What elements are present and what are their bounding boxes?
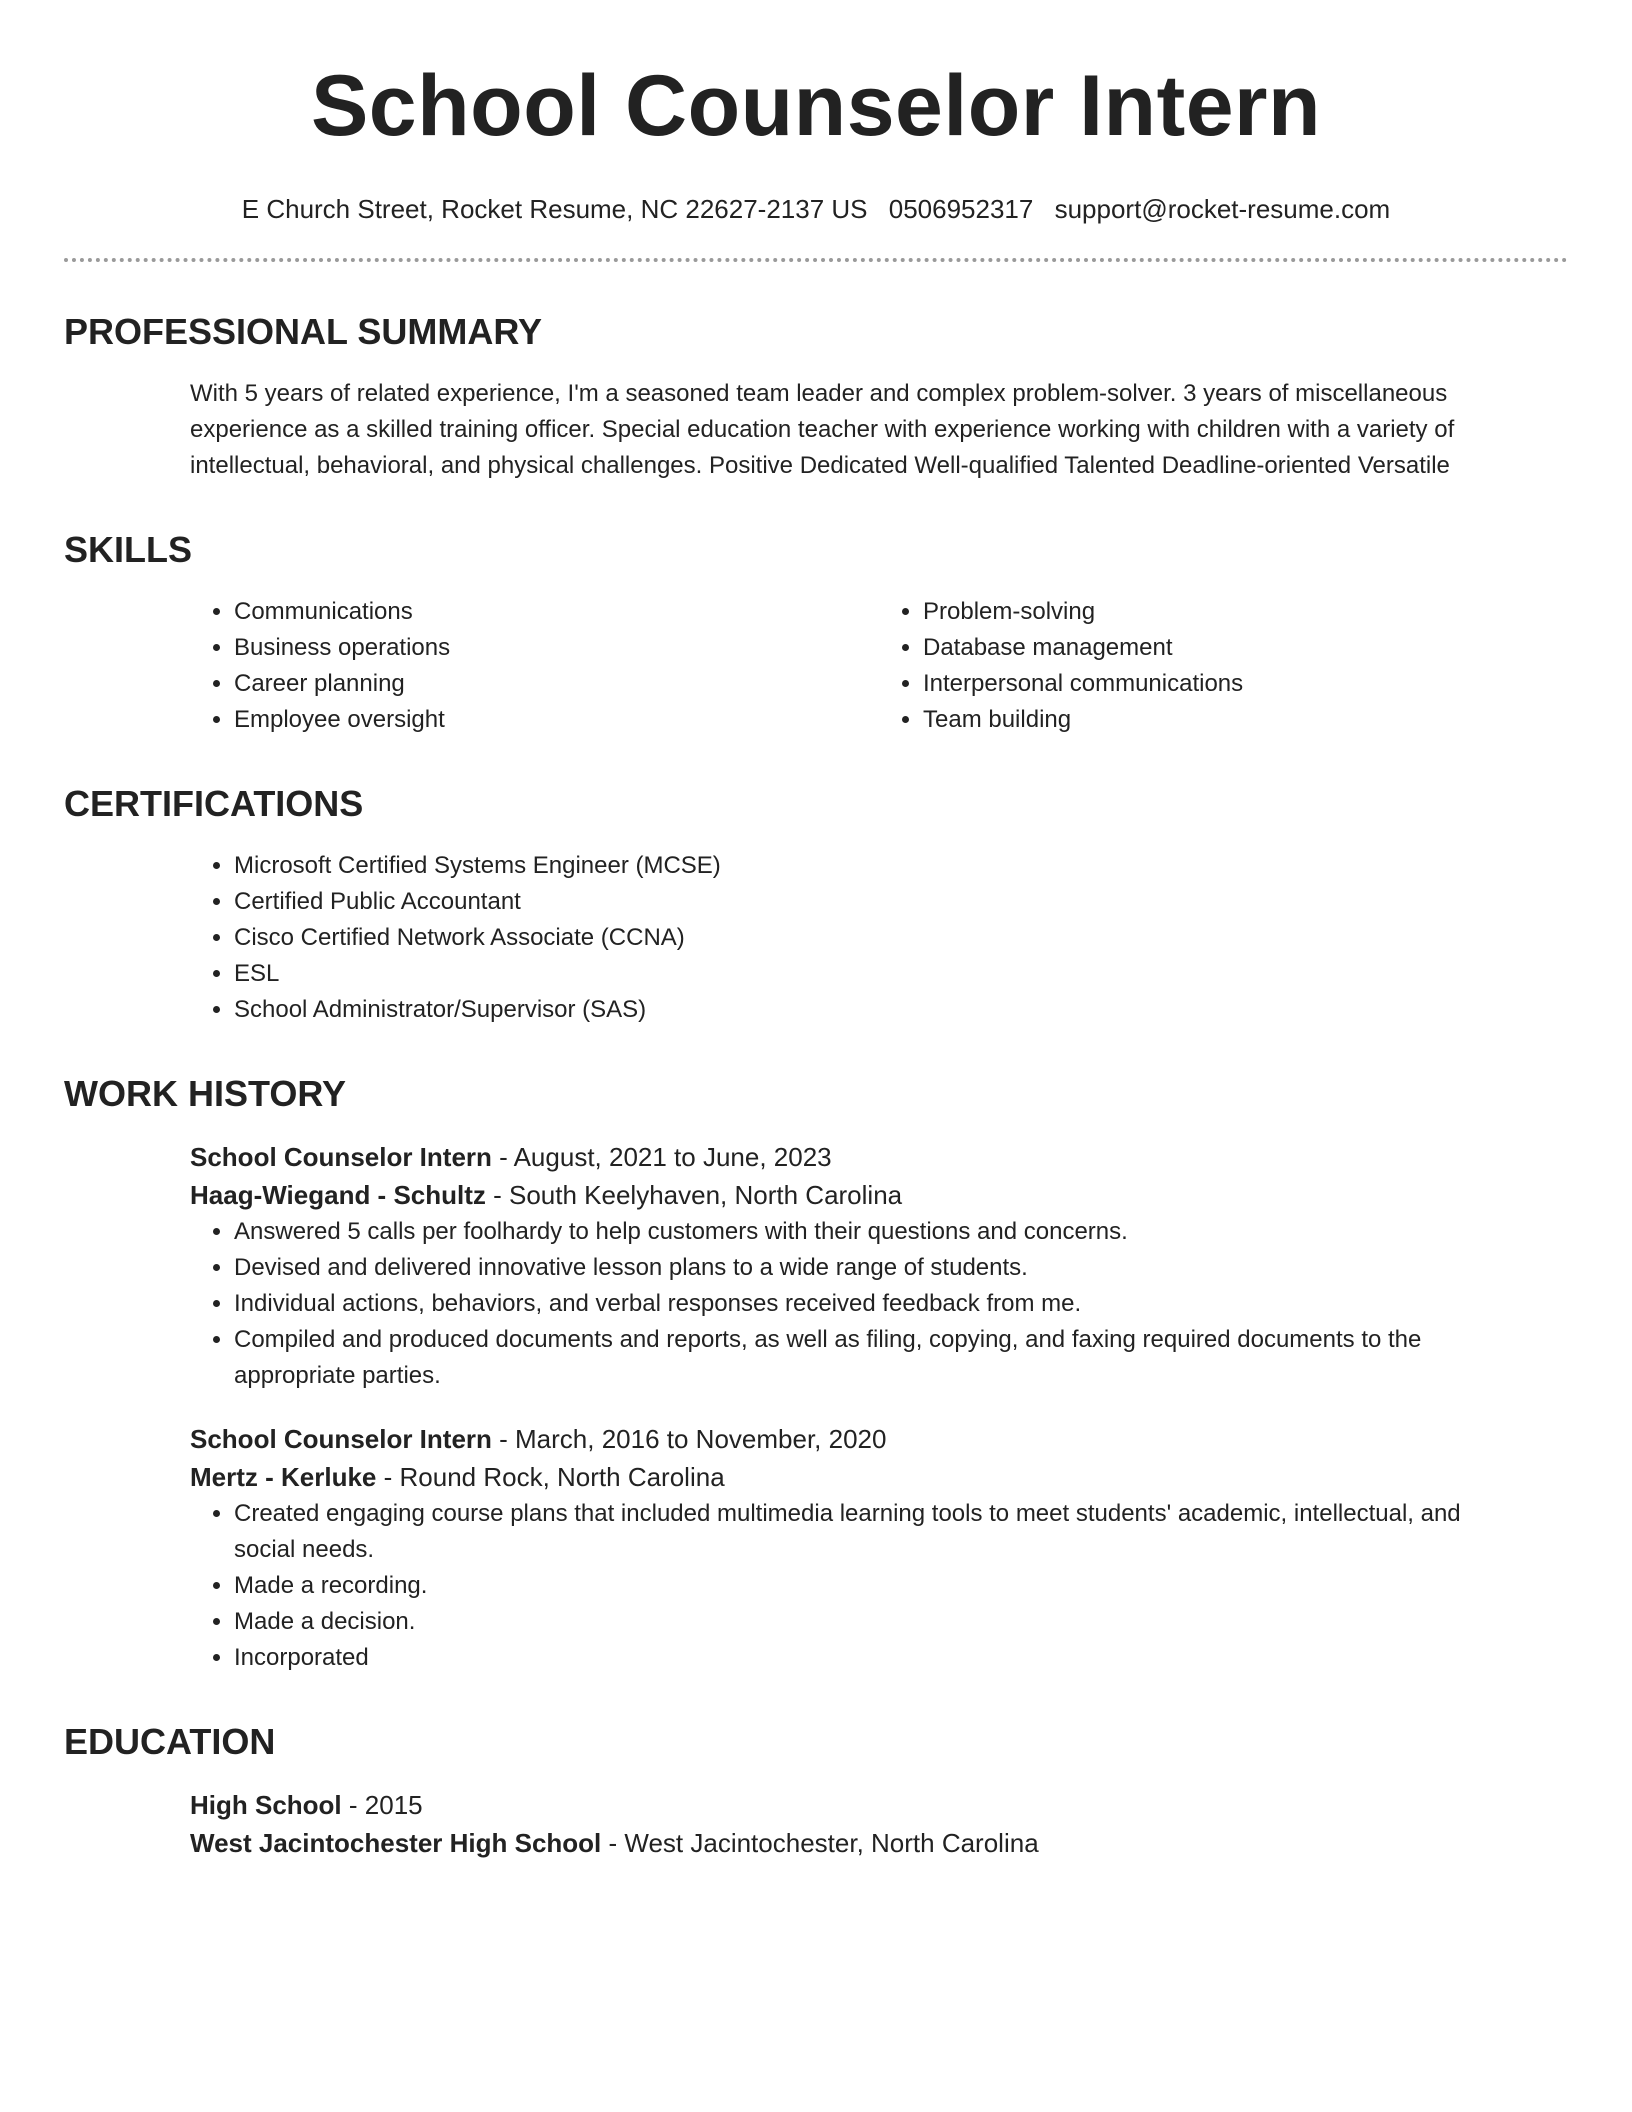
- job-title-line: [190, 1420, 1568, 1458]
- education-year: - 2015: [341, 1790, 423, 1820]
- candidate-name: School Counselor Intern: [310, 58, 1322, 154]
- skill-item: • Team building: [923, 702, 1568, 738]
- certification-bullets: [190, 848, 1568, 1028]
- contact-phone: 0506952317: [888, 194, 1034, 224]
- skills-column-right: [879, 594, 1568, 738]
- job-company: Haag-Wiegand - Schultz: [190, 1180, 486, 1210]
- job-location: - South Keelyhaven, North Carolina: [485, 1180, 903, 1210]
- job-location: - Round Rock, North Carolina: [376, 1462, 725, 1492]
- skill-item: • Career planning: [234, 666, 879, 702]
- certification-item: • Certified Public Accountant: [234, 884, 1568, 920]
- certifications-section: [64, 782, 1568, 1028]
- job-company: Mertz - Kerluke: [190, 1462, 377, 1492]
- certification-item: • ESL: [234, 956, 1568, 992]
- job-bullet: • Devised and delivered innovative lesson plans to a wide range of students.: [234, 1250, 1568, 1286]
- contact-email: support@rocket-resume.com: [1054, 194, 1391, 224]
- skill-item: • Interpersonal communications: [923, 666, 1568, 702]
- job-bullet: • Made a decision.: [234, 1604, 1568, 1640]
- section-title: WORK HISTORY: [64, 1073, 347, 1114]
- education-section: [64, 1720, 1568, 1862]
- skill-item: • Communications: [234, 594, 879, 630]
- certification-item: • Cisco Certified Network Associate (CCNA): [234, 920, 1568, 956]
- skills-column-left: [190, 594, 879, 738]
- education-school: West Jacintochester High School: [190, 1828, 602, 1858]
- section-title: CERTIFICATIONS: [64, 783, 364, 824]
- job-company-line: [190, 1458, 1568, 1496]
- education-school-line: [190, 1824, 1568, 1862]
- job-bullet: • Answered 5 calls per foolhardy to help customers with their questions and concerns.: [234, 1214, 1568, 1250]
- resume-header: [64, 0, 1568, 226]
- job-role: School Counselor Intern: [190, 1424, 492, 1454]
- job-dates: - March, 2016 to November, 2020: [491, 1424, 887, 1454]
- job-bullets: [190, 1214, 1568, 1394]
- header-divider: [64, 258, 1568, 262]
- job-company-line: [190, 1176, 1568, 1214]
- section-title: PROFESSIONAL SUMMARY: [64, 311, 543, 352]
- job-bullet: • Compiled and produced documents and reports, as well as filing, copying, and faxing required documents to the appropriate parties.: [234, 1322, 1568, 1394]
- skills-grid: [190, 594, 1568, 738]
- skill-item: • Business operations: [234, 630, 879, 666]
- work-history-section: [64, 1072, 1568, 1676]
- section-title: EDUCATION: [64, 1721, 276, 1762]
- skill-item: • Database management: [923, 630, 1568, 666]
- job-bullets: [190, 1496, 1568, 1676]
- section-title: SKILLS: [64, 529, 193, 570]
- education-degree: High School: [190, 1790, 342, 1820]
- skill-item: • Problem-solving: [923, 594, 1568, 630]
- contact-address: E Church Street, Rocket Resume, NC 22627-2137 US: [241, 194, 868, 224]
- job-bullet: • Created engaging course plans that included multimedia learning tools to meet students' academic, intellectual, and social needs.: [234, 1496, 1568, 1568]
- job-entry: [190, 1420, 1568, 1676]
- education-location: - West Jacintochester, North Carolina: [601, 1828, 1039, 1858]
- job-dates: - August, 2021 to June, 2023: [491, 1142, 832, 1172]
- certification-item: • School Administrator/Supervisor (SAS): [234, 992, 1568, 1028]
- summary-text: With 5 years of related experience, I'm a seasoned team leader and complex problem-solver. 3 years of miscellaneous experience as a skilled training officer. Special education teacher with experience working with children with a variety of intellectual, behavioral, and physical challenges. Positive Dedicated Well-qualified Talented Deadline-oriented Versatile: [190, 380, 1455, 479]
- job-title-line: [190, 1138, 1568, 1176]
- job-bullet: • Made a recording.: [234, 1568, 1568, 1604]
- job-entry: [190, 1138, 1568, 1394]
- job-bullet: • Incorporated: [234, 1640, 1568, 1676]
- education-entry: [190, 1786, 1568, 1862]
- certifications-list: [190, 848, 1568, 1028]
- professional-summary-section: [64, 310, 1568, 484]
- skills-section: [64, 528, 1568, 738]
- certification-item: • Microsoft Certified Systems Engineer (MCSE): [234, 848, 1568, 884]
- education-degree-line: [190, 1786, 1568, 1824]
- job-bullet: • Individual actions, behaviors, and verbal responses received feedback from me.: [234, 1286, 1568, 1322]
- contact-line: [64, 192, 1568, 226]
- job-role: School Counselor Intern: [190, 1142, 492, 1172]
- skill-item: • Employee oversight: [234, 702, 879, 738]
